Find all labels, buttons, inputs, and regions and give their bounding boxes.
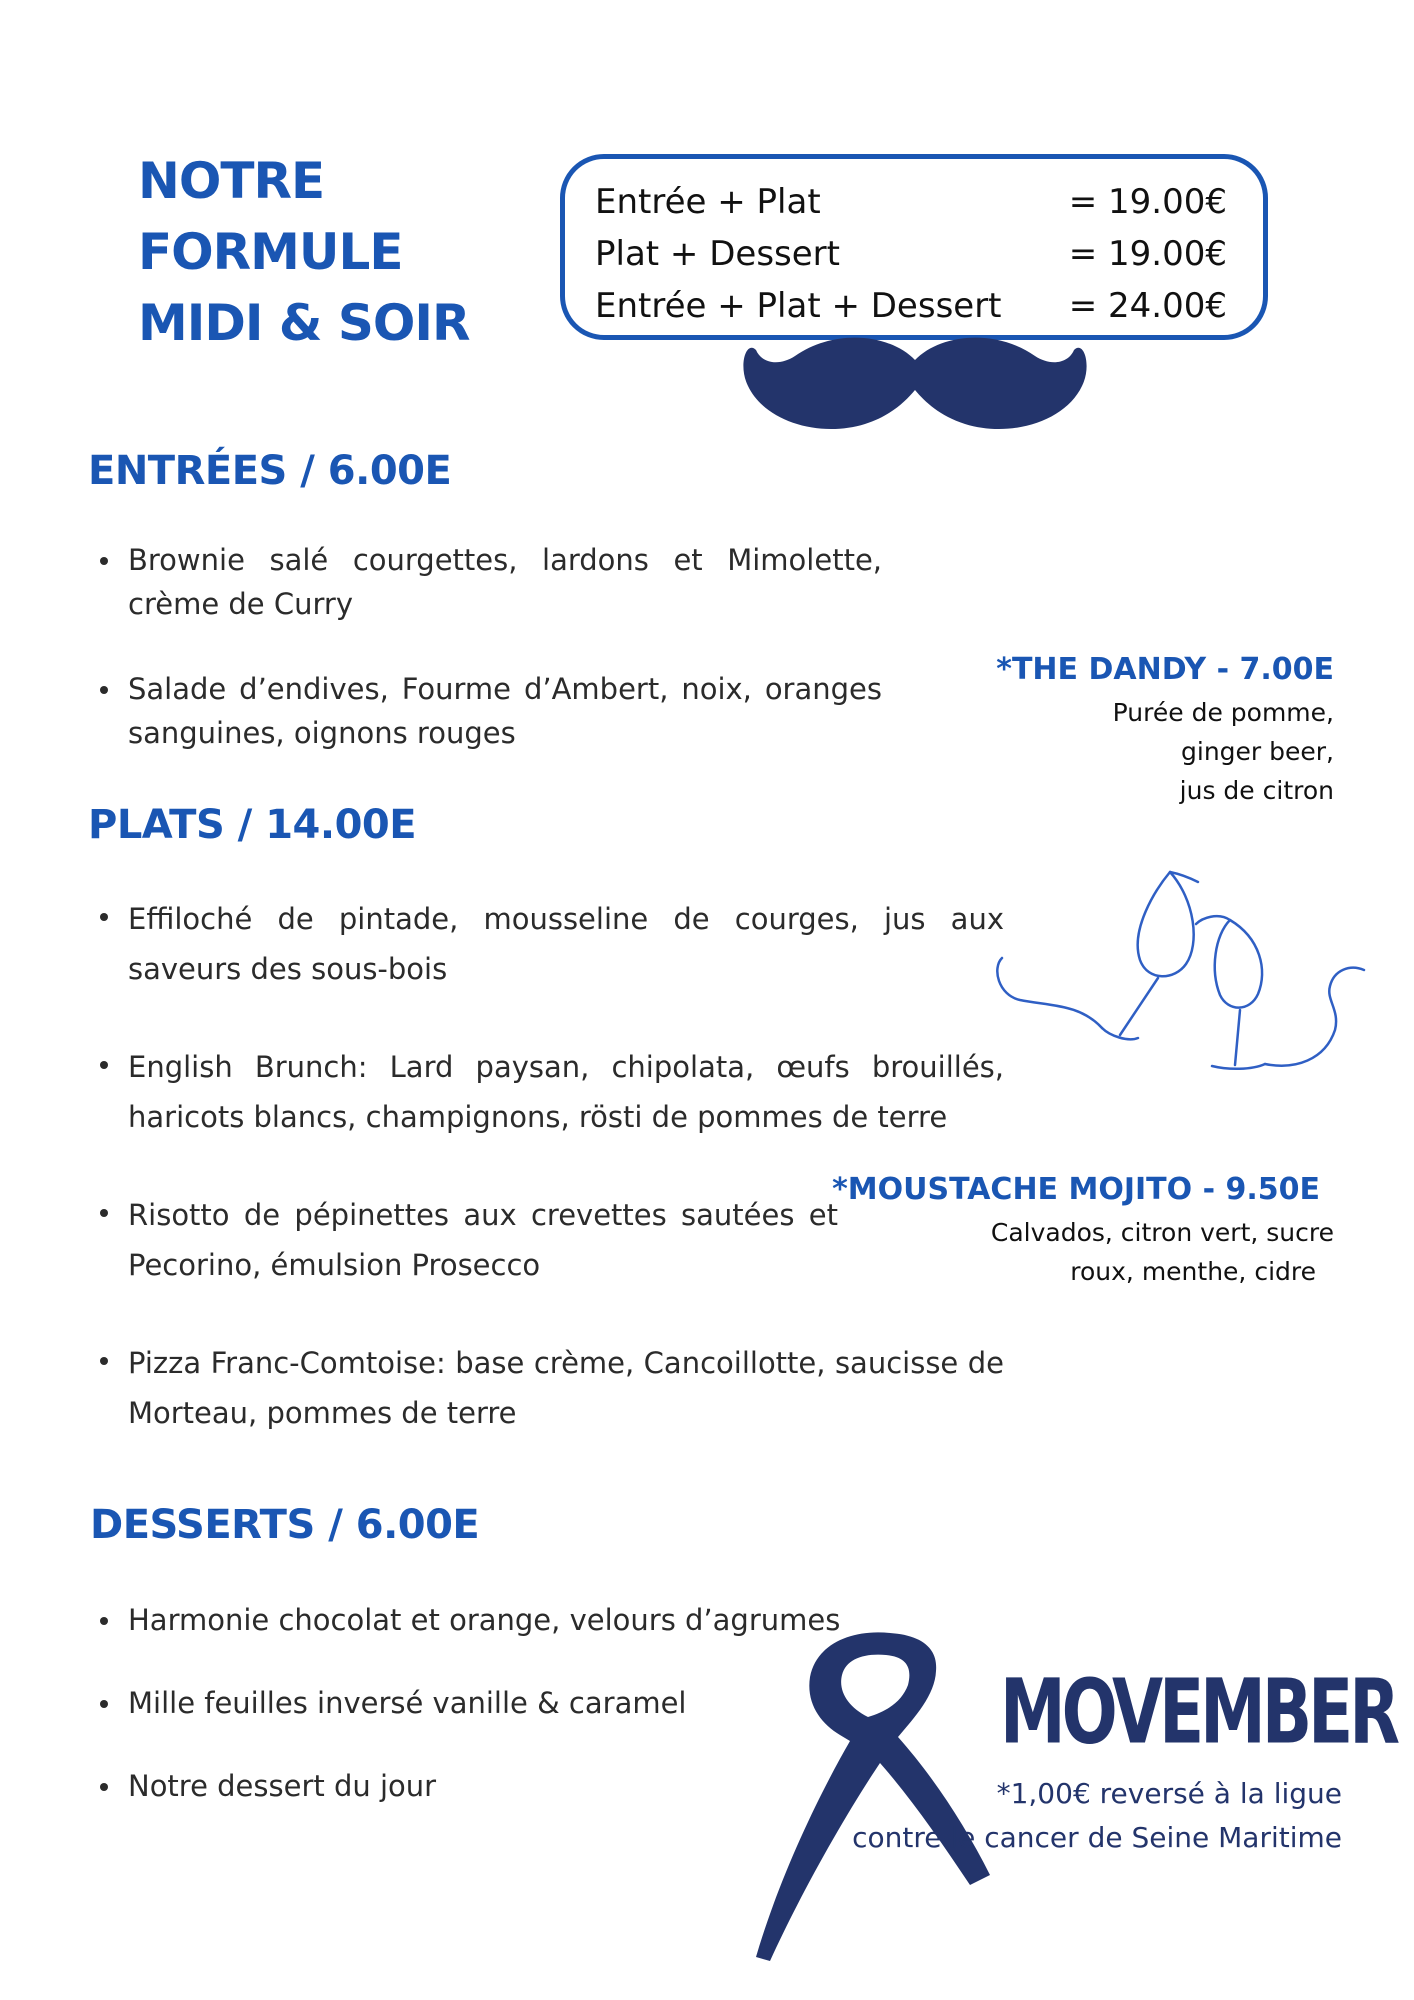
cocktail-moustache-mojito <box>832 1172 1334 1291</box>
price-value: = 19.00€ <box>1068 234 1227 274</box>
mustache-icon <box>740 330 1090 450</box>
list-item: Salade d’endives, Fourme d’Ambert, noix, oranges sanguines, oignons rouges <box>90 667 882 755</box>
formule-title-line: NOTRE <box>138 152 325 210</box>
list-item: Brownie salé courgettes, lardons et Mimolette, crème de Curry <box>90 538 882 626</box>
cocktail-desc-line: Purée de pomme, <box>1112 698 1334 727</box>
cocktail-desc-line: jus de citron <box>1179 776 1334 805</box>
list-item: Risotto de pépinettes aux crevettes sautées et Pecorino, émulsion Prosecco <box>90 1190 838 1290</box>
price-row <box>595 234 1227 286</box>
price-label: Plat + Dessert <box>595 234 840 274</box>
movember-note <box>852 1772 1342 1860</box>
list-item: Effiloché de pintade, mousseline de courges, jus aux saveurs des sous-bois <box>90 894 1004 994</box>
movember-note-line: *1,00€ reversé à la ligue <box>996 1777 1342 1810</box>
price-value: = 19.00€ <box>1068 182 1227 222</box>
movember-note-line: contre le cancer de Seine Maritime <box>852 1821 1342 1854</box>
list-item: English Brunch: Lard paysan, chipolata, œufs brouillés, haricots blancs, champignons, rösti de pommes de terre <box>90 1042 1004 1142</box>
formule-title <box>138 146 498 359</box>
formule-title-line: MIDI & SOIR <box>138 294 470 352</box>
cocktail-desc-line: ginger beer, <box>1181 737 1334 766</box>
cocktail-title: *THE DANDY - 7.00E <box>996 652 1334 687</box>
price-row <box>595 182 1227 234</box>
list-item: Mille feuilles inversé vanille & caramel <box>90 1681 890 1725</box>
section-title-entrees: ENTRÉES / 6.00E <box>88 448 452 494</box>
price-label: Entrée + Plat + Dessert <box>595 286 1002 326</box>
cocktail-the-dandy <box>996 652 1334 810</box>
formule-title-line: FORMULE <box>138 223 403 281</box>
wine-glasses-icon <box>990 860 1370 1090</box>
cocktail-title: *MOUSTACHE MOJITO - 9.50E <box>832 1172 1320 1207</box>
section-title-desserts: DESSERTS / 6.00E <box>90 1502 480 1548</box>
list-item: Pizza Franc-Comtoise: base crème, Cancoillotte, saucisse de Morteau, pommes de terre <box>90 1338 1004 1438</box>
movember-title: MOVEMBER <box>1000 1660 1397 1764</box>
formule-price-box <box>560 154 1268 340</box>
list-item: Harmonie chocolat et orange, velours d’agrumes <box>90 1598 890 1642</box>
price-label: Entrée + Plat <box>595 182 821 222</box>
section-title-plats: PLATS / 14.00E <box>88 802 417 848</box>
cocktail-desc-line: roux, menthe, cidre <box>1070 1257 1316 1286</box>
entrees-list <box>90 538 882 755</box>
price-value: = 24.00€ <box>1068 286 1227 326</box>
list-item: Notre dessert du jour <box>90 1764 890 1808</box>
plats-list <box>90 894 1004 1438</box>
cocktail-desc-line: Calvados, citron vert, sucre <box>990 1218 1334 1247</box>
